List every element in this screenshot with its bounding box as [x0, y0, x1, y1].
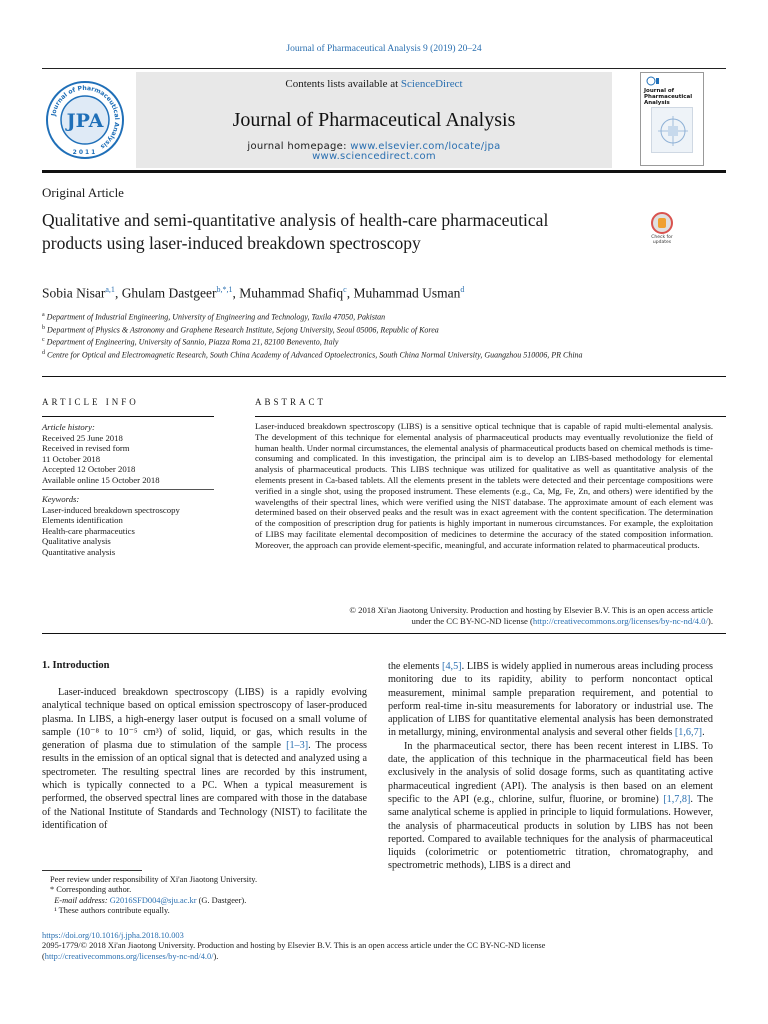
author-name[interactable]: Muhammad Usman — [353, 285, 461, 301]
introduction-heading: 1. Introduction — [42, 660, 110, 671]
doi-license-line — [42, 952, 726, 962]
abstract-copyright — [255, 605, 713, 627]
license-suffix: ). — [707, 615, 713, 626]
peer-review-note: Peer review under responsibility of Xi'an Jiaotong University. — [50, 875, 258, 884]
text-run: . LIBS is widely applied in numerous areas including process monitoring due to its rapidity, ability to perform noncontact optical measurement, minimal sample preparation requirement, and potential to perform real-time in-situ measurements for laboratory or industrial use. The application of LIBS for quantitative elemental analysis has been demonstrated in metallurgy, mining, environmental analysis and several other fields — [388, 661, 713, 739]
body-column-left — [42, 686, 367, 832]
text-run: Laser-induced breakdown spectroscopy (LIBS) is a rapidly evolving analytical technique based on optical emission spectroscopy of laser-produced plasma. In LIBS, a high-energy laser output is focused on a small volume of sample (10⁻⁸ to 10⁻⁵ cm³) of solid, liquid, or gas, which results in the generation of plasma due to stimulation of the sample — [42, 687, 367, 752]
homepage-url-elsevier[interactable]: www.elsevier.com/locate/jpa — [350, 141, 501, 152]
abstract-text: Laser-induced breakdown spectroscopy (LIBS) is a sensitive optical technique that is capable of rapid multi-elemental analysis. The development of this technique for elemental analysis of pharmaceutical products may eventually revolutionize the field of human health. Under normal circumstances, the elemental analysis of pharmaceutical products based on chemical methods is time-consuming and complicated. In this investigation, the principal aim is to develop an LIBS-based methodology for elemental analysis of pharmaceutical products. This LIBS technique was utilized for qualitative as well as quantitative analysis of the elements present in Ca-based tablets. All the elements present in the tablets were detected and their percentage compositions were verified in a single shot, using the proposed instrument. These elements (e.g., Ca, Mg, Fe, Zn, and others) were identified by the wavelengths of their spectral lines, which were verified using the NIST database. The approximate amount of each element was determined based on their observed peaks and the result was in exact agreement with the content specification. The determination of the composition of prescription drug for patients is highly important in numerous circumstances. For example, the exploitation of LIBS may facilitate elemental decomposition of medicines to determine the accuracy of the stated composition information. Moreover, the approach can provide element-specific, meaningful, and accurate information related to pharmaceutical products. — [255, 421, 713, 550]
cover-artwork — [651, 107, 693, 153]
contents-line — [136, 78, 612, 90]
citation-link[interactable]: [4,5] — [442, 661, 462, 672]
affiliation-item — [42, 348, 642, 361]
footnote-rule — [42, 870, 142, 871]
sciencedirect-link[interactable]: ScienceDirect — [400, 78, 463, 90]
license-suffix: ). — [213, 951, 219, 961]
author-name[interactable]: Muhammad Shafiq — [239, 285, 344, 301]
affiliation-text: Centre for Optical and Electromagnetic Research, South China Academy of Advanced Optoelectronics, South China Normal University, Guangzhou 510006, PR China — [47, 350, 583, 360]
affiliation-sup: a — [42, 312, 45, 318]
email-label: E-mail address: — [54, 895, 110, 905]
history-label: Article history: — [42, 422, 95, 432]
body-paragraph — [42, 686, 367, 832]
article-header-rule — [42, 376, 726, 377]
affiliations — [42, 310, 642, 361]
keyword-item: Health-care pharmaceutics — [42, 525, 135, 536]
citation-link[interactable]: [1–3] — [286, 740, 309, 752]
text-run: the elements — [388, 661, 443, 672]
corresponding-note: * Corresponding author. — [50, 885, 132, 895]
equal-contribution-note — [50, 906, 370, 916]
affiliation-text: Department of Physics & Astronomy and Graphene Research Institute, Sejong University, Seoul 05006, Republic of Korea — [47, 325, 439, 335]
body-paragraph — [388, 740, 713, 873]
abstract-heading: ABSTRACT — [255, 397, 327, 407]
affiliation-item — [42, 310, 642, 323]
author-sup[interactable]: d — [460, 285, 465, 294]
cover-logo-icon — [646, 76, 660, 86]
keyword-item: Laser-induced breakdown spectroscopy — [42, 504, 180, 515]
logo-year: 2011 — [72, 149, 98, 156]
email-suffix: (G. Dastgeer). — [196, 895, 247, 905]
affiliation-item — [42, 323, 642, 336]
citation-link[interactable]: [1,6,7] — [674, 727, 703, 739]
history-item: Received in revised form — [42, 443, 130, 454]
logo-ring-text: Journal of Pharmaceutical Analysis — [50, 84, 121, 151]
affiliation-sup: d — [42, 349, 45, 356]
journal-cover-thumbnail[interactable] — [640, 72, 704, 166]
history-item: 11 October 2018 — [42, 453, 101, 464]
doi-link[interactable]: https://doi.org/10.1016/j.jpha.2018.10.003 — [42, 931, 184, 940]
history-divider — [42, 489, 214, 490]
license-prefix: ( — [42, 951, 45, 961]
check-updates-icon — [651, 212, 673, 234]
contents-prefix: Contents lists available at — [285, 78, 401, 90]
abstract-bottom-rule — [42, 633, 726, 634]
copyright-line-license — [255, 616, 713, 627]
keyword-item: Quantitative analysis — [42, 546, 116, 557]
article-type: Original Article — [42, 185, 124, 200]
article-title: Qualitative and semi-quantitative analysis of health-care pharmaceutical products using laser-induced breakdown spectroscopy — [42, 210, 549, 253]
affiliation-sup: b — [42, 324, 45, 331]
affiliation-text: Department of Industrial Engineering, University of Engineering and Technology, Taxila 47050, Pakistan — [46, 312, 386, 322]
header-thick-rule — [42, 170, 726, 173]
affiliation-text: Department of Engineering, University of Sannio, Piazza Roma 21, 82100 Benevento, Italy — [46, 337, 339, 347]
email-note — [50, 896, 370, 906]
article-info-rule — [42, 416, 214, 417]
doi-block — [42, 931, 726, 962]
keywords-label: Keywords: — [42, 494, 80, 504]
text-run: . The process results in the emission of an optical signal that is detected and analyzed using a spectrometer. The resulting spectral lines are recorded by this instrument, which is typically connected to a PC. When a typical measurement is performed, the observed spectral lines are compared with those in the database of the National Institute of Standards and Technology (NIST) to facilitate the identification of — [42, 740, 367, 831]
text-run: In the pharmaceutical sector, there has been recent interest in LIBS. To date, the application of this technique in the pharmaceutical field has been exclusively in the analysis of solid dosage forms, such as quantitating active pharmaceutical ingredient (API). The analysis is then based on an element specific to the API (e.g., chlorine, sulfur, fluorine, or bromine) — [388, 740, 713, 805]
footnotes — [50, 875, 370, 917]
text-run: . — [702, 727, 705, 739]
check-for-updates-button[interactable] — [645, 212, 679, 248]
homepage-label: journal homepage: — [247, 141, 351, 152]
history-item: Received 25 June 2018 — [42, 432, 123, 443]
email-link[interactable]: G2016SFD004@sju.ac.kr — [109, 895, 197, 905]
history-item: Accepted 12 October 2018 — [42, 464, 136, 475]
author-list: Sobia Nisar$^{a,1}$, Ghulam Dastgeer$^{b,*,1}$, Muhammad Shafiq$^c$, Muhammad Usman$^d$ — [42, 285, 465, 301]
keyword-item: Qualitative analysis — [42, 536, 111, 547]
keyword-item: Elements identification — [42, 515, 123, 526]
author-sup[interactable]: b,*,1 — [216, 285, 233, 294]
check-updates-label: Check for updates — [651, 235, 673, 245]
jpa-logo — [38, 80, 132, 160]
cover-title: Journal of Pharmaceutical Analysis — [644, 88, 693, 106]
affiliation-item — [42, 335, 642, 348]
affiliation-sup: c — [42, 337, 45, 344]
author-name[interactable]: Ghulam Dastgeer — [121, 285, 217, 301]
history-item: Available online 15 October 2018 — [42, 474, 160, 485]
body-paragraph — [388, 660, 713, 740]
body-column-right — [388, 660, 713, 873]
abstract-rule — [255, 416, 726, 417]
keywords — [42, 494, 222, 558]
citation-link[interactable]: [1,7,8] — [663, 793, 691, 805]
author-name[interactable]: Sobia Nisar — [42, 285, 106, 301]
author-sup[interactable]: c — [343, 285, 347, 294]
journal-title: Journal of Pharmaceutical Analysis — [232, 109, 516, 131]
license-link[interactable]: http://creativecommons.org/licenses/by-nc-nd/4.0/ — [44, 951, 214, 961]
article-info-heading: ARTICLE INFO — [42, 397, 139, 407]
license-link[interactable]: http://creativecommons.org/licenses/by-nc-nd/4.0/ — [532, 615, 708, 626]
homepage-url-sciencedirect[interactable]: www.sciencedirect.com — [312, 151, 436, 162]
journal-reference[interactable]: Journal of Pharmaceutical Analysis 9 (2019) 20–24 — [286, 44, 482, 54]
equal-text: ¹ These authors contribute equally. — [54, 906, 170, 916]
license-prefix: under the CC BY-NC-ND license ( — [411, 615, 533, 626]
article-history — [42, 422, 222, 486]
header-top-rule — [42, 68, 726, 69]
author-sup[interactable]: a,1 — [105, 285, 115, 294]
copyright-line: © 2018 Xi'an Jiaotong University. Production and hosting by Elsevier B.V. This is an open access article — [349, 605, 713, 615]
issn-copyright: 2095-1779/© 2018 Xi'an Jiaotong University. Production and hosting by Elsevier B.V. This is an open access article under the CC BY-NC-ND license — [42, 941, 546, 951]
text-run: . The same analytical scheme is applied in principle to liquid formulations. However, the analysis of pharmaceutical products in solution by LIBS has not been reported. Compared to available techniques for the analysis of pharmaceutical liquids (colorimetric or potentiometric titration, chromatography, and spectrometric methods), LIBS is a direct and — [388, 793, 713, 872]
logo-initials: JPA — [66, 110, 104, 132]
